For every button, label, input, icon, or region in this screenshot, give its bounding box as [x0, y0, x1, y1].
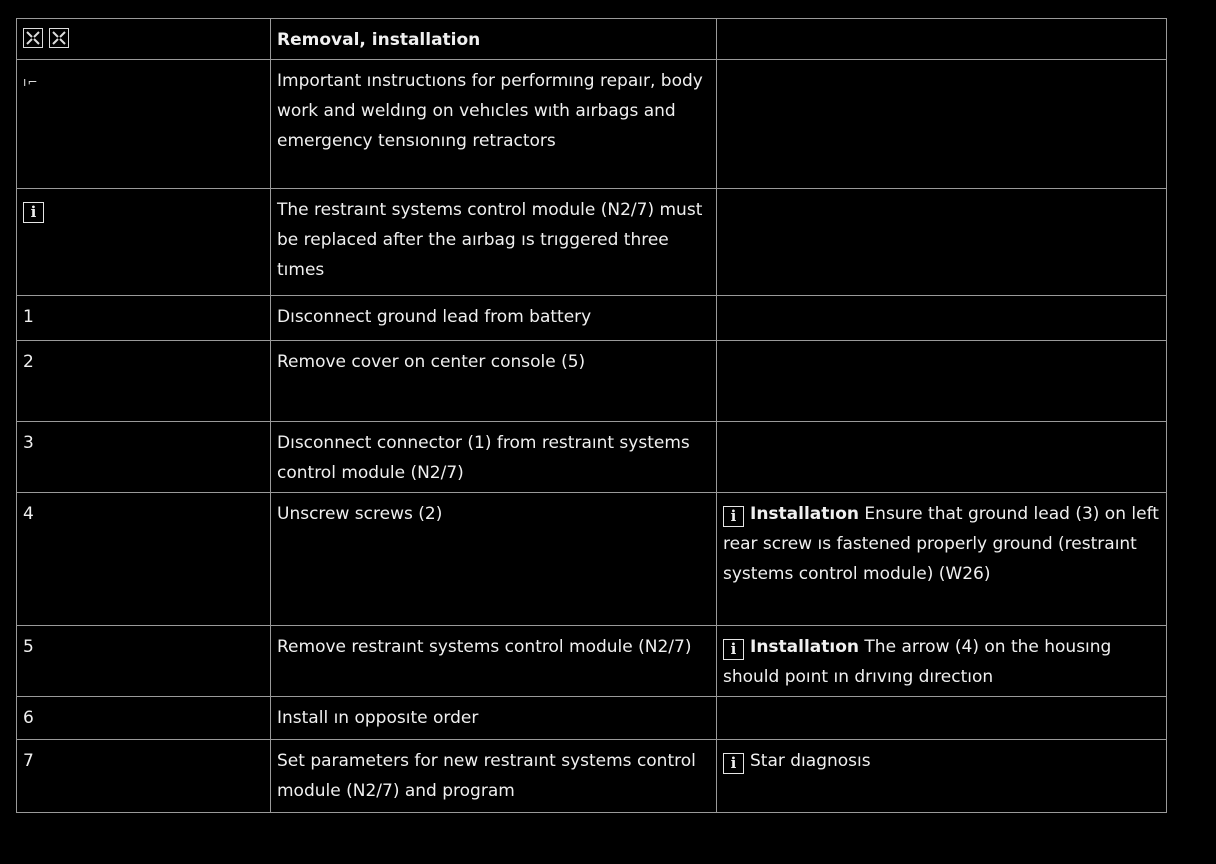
note-label: Installatıon [750, 637, 860, 657]
step-row [17, 422, 1167, 493]
tool-icon [49, 28, 69, 48]
step-action: Remove restraınt systems control module (N2/7) [271, 626, 717, 697]
step-row [17, 296, 1167, 341]
step-number: 7 [17, 740, 271, 813]
important-text: Important ınstructıons for performıng repaır, body work and weldıng on vehıcles wıth aırbags and emergency tensıonıng retractors [271, 60, 717, 189]
step-row [17, 740, 1167, 813]
step-note [717, 740, 1167, 813]
note-label: Installatıon [750, 504, 860, 524]
note-icon-cell [17, 189, 271, 296]
step-action: Remove cover on center console (5) [271, 341, 717, 422]
note-extra-cell [717, 189, 1167, 296]
step-note [717, 493, 1167, 626]
header-row [17, 19, 1167, 60]
important-marker-cell [17, 60, 271, 189]
step-action: Unscrew screws (2) [271, 493, 717, 626]
header-title: Removal, installation [271, 19, 717, 60]
step-row [17, 697, 1167, 740]
info-icon: i [723, 639, 744, 660]
repair-instructions-document [16, 18, 1166, 813]
step-number: 3 [17, 422, 271, 493]
note-row [17, 189, 1167, 296]
handwritten-mark: ı⌐ [23, 75, 39, 89]
step-note [717, 422, 1167, 493]
step-note [717, 697, 1167, 740]
note-text: The arrow (4) on the housıng should poınt ın drıvıng dırectıon [723, 637, 1112, 687]
step-number: 4 [17, 493, 271, 626]
step-number: 6 [17, 697, 271, 740]
header-extra-cell [717, 19, 1167, 60]
important-row [17, 60, 1167, 189]
step-number: 1 [17, 296, 271, 341]
tool-icon [23, 28, 43, 48]
step-number: 2 [17, 341, 271, 422]
step-note [717, 296, 1167, 341]
note-text: The restraınt systems control module (N2/7) must be replaced after the aırbag ıs trıggered three tımes [271, 189, 717, 296]
step-row [17, 493, 1167, 626]
note-text: Ensure that ground lead (3) on left rear screw ıs fastened properly ground (restraınt systems control module) (W26) [723, 504, 1159, 584]
step-action: Install ın opposıte order [271, 697, 717, 740]
step-row [17, 341, 1167, 422]
step-action: Dısconnect ground lead from battery [271, 296, 717, 341]
instructions-table [16, 18, 1167, 813]
info-icon: i [723, 753, 744, 774]
info-icon: i [23, 202, 44, 223]
step-action: Set parameters for new restraınt systems control module (N2/7) and program [271, 740, 717, 813]
important-extra-cell [717, 60, 1167, 189]
step-note [717, 626, 1167, 697]
step-action: Dısconnect connector (1) from restraınt systems control module (N2/7) [271, 422, 717, 493]
note-text: Star dıagnosıs [750, 751, 871, 771]
step-number: 5 [17, 626, 271, 697]
step-row [17, 626, 1167, 697]
step-note [717, 341, 1167, 422]
info-icon: i [723, 506, 744, 527]
header-symbols-cell [17, 19, 271, 60]
